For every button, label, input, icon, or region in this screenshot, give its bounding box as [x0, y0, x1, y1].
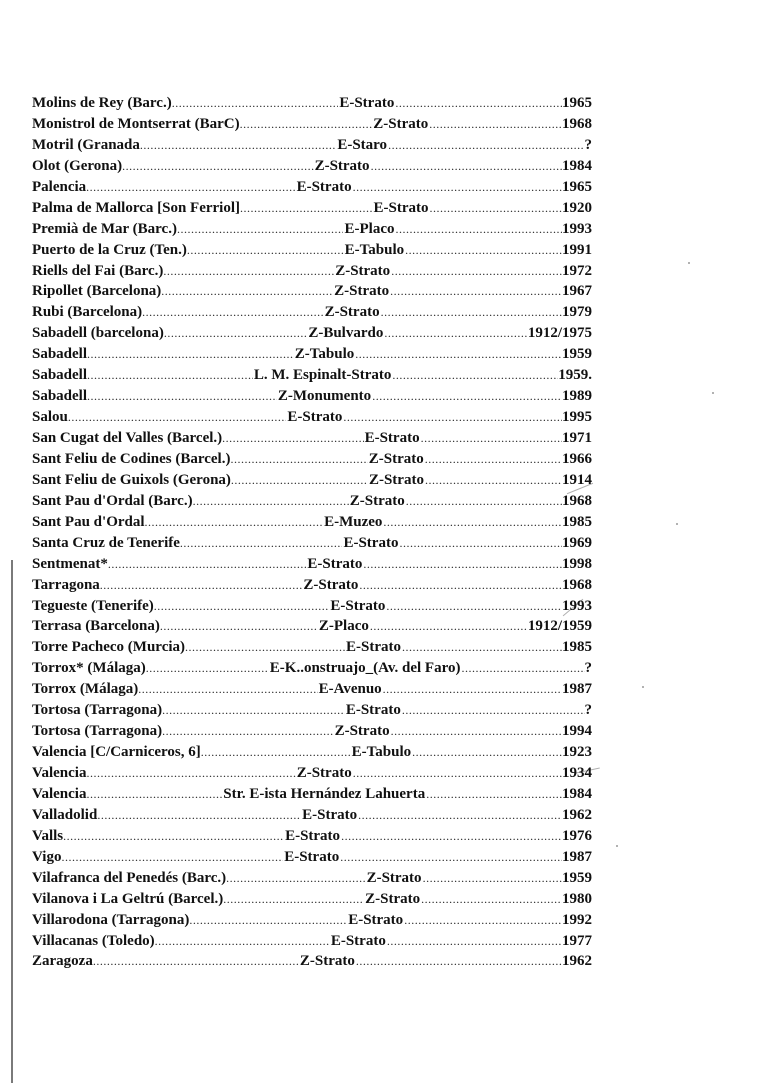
dot-leader — [395, 93, 562, 114]
dot-leader — [222, 428, 363, 449]
list-item — [32, 240, 592, 261]
list-item — [32, 407, 592, 428]
dot-leader — [384, 323, 527, 344]
dot-leader — [343, 407, 562, 428]
entry-place: Valencia — [32, 765, 87, 781]
entry-place: Vilafranca del Penedés (Barc.) — [32, 869, 227, 886]
entry-place: Palma de Mallorca [Son Ferriol] — [32, 199, 241, 216]
dot-leader — [68, 407, 287, 428]
list-item — [32, 281, 592, 302]
dot-leader — [383, 679, 562, 700]
list-item — [32, 889, 592, 910]
list-item — [32, 323, 592, 344]
entry-year: 1920 — [561, 199, 592, 216]
dot-leader — [163, 261, 334, 282]
dot-leader — [391, 721, 562, 742]
dot-leader — [423, 868, 562, 889]
entry-place: Tarragona — [32, 576, 100, 593]
list-item — [32, 931, 592, 952]
dot-leader — [421, 428, 562, 449]
entry-year: 1959 — [561, 869, 592, 886]
dot-leader — [223, 889, 364, 910]
list-item — [32, 533, 592, 554]
dot-leader — [381, 302, 562, 323]
entry-year: 1998 — [561, 555, 592, 572]
list-item — [32, 93, 592, 114]
dot-leader — [388, 135, 584, 156]
entry-type: E-Strato — [373, 199, 429, 216]
entry-type: E-Strato — [346, 639, 401, 656]
entry-place: Valladolid — [32, 806, 98, 823]
dot-leader — [371, 156, 562, 177]
dot-leader — [383, 512, 562, 533]
dot-leader — [122, 156, 313, 177]
entry-year: 1993 — [562, 220, 592, 237]
entry-year: 1987 — [562, 681, 592, 698]
entry-place: Tortosa (Tarragona) — [32, 723, 163, 740]
dot-leader — [372, 386, 562, 407]
list-item — [32, 575, 592, 596]
entry-place: Tortosa (Tarragona) — [32, 702, 163, 719]
entry-type: Z-Strato — [314, 157, 370, 174]
entry-year: 1971 — [562, 430, 592, 446]
entry-place: Santa Cruz de Tenerife — [32, 534, 180, 551]
list-item — [32, 135, 592, 156]
entry-place: Sant Pau d'Ordal — [32, 513, 145, 530]
entry-type: E-K..onstruajo_(Av. del Faro) — [269, 660, 461, 677]
dot-leader — [402, 700, 585, 721]
dot-leader — [86, 177, 295, 198]
list-item — [32, 805, 592, 826]
dot-leader — [162, 721, 333, 742]
dot-leader — [412, 742, 562, 763]
entry-place: Sant Feliu de Guixols (Gerona) — [32, 471, 231, 488]
dot-leader — [180, 533, 343, 554]
dot-leader — [162, 700, 345, 721]
entry-place: Torrox (Málaga) — [32, 681, 139, 698]
entry-year: 1914 — [562, 471, 592, 488]
dot-leader — [353, 177, 562, 198]
entry-year: 1976 — [561, 827, 592, 844]
entry-place: Salou — [32, 409, 68, 426]
dot-leader — [404, 910, 562, 931]
entry-type: E-Strato — [339, 95, 395, 111]
list-item — [32, 763, 592, 784]
dot-leader — [402, 637, 562, 658]
entry-type: Z-Bulvardo — [308, 325, 384, 342]
entry-year: 1966 — [561, 450, 592, 467]
entry-year: 1968 — [561, 576, 592, 593]
entry-type: E-Muzeo — [324, 513, 383, 530]
entry-year: 1969 — [561, 534, 592, 551]
entry-place: Sabadell — [32, 388, 88, 405]
entry-year: 1991 — [561, 241, 592, 258]
entry-place: Sabadell — [32, 346, 88, 363]
dot-leader — [177, 219, 344, 240]
entry-type: Z-Strato — [368, 471, 424, 488]
entry-place: Vigo — [32, 848, 62, 865]
entry-place: Villacanas (Toledo) — [32, 932, 155, 949]
dot-leader — [142, 302, 323, 323]
dot-leader — [353, 763, 562, 784]
binding-edge-line — [11, 560, 13, 1083]
dot-leader — [185, 637, 345, 658]
dot-leader — [226, 868, 365, 889]
list-item — [32, 910, 592, 931]
entry-place: Premià de Mar (Barc.) — [32, 220, 177, 237]
entry-place: Torre Pacheco (Murcia) — [32, 639, 186, 656]
dot-leader — [146, 658, 269, 679]
list-item — [32, 114, 592, 135]
dot-leader — [430, 198, 562, 219]
entry-year: 1979 — [562, 304, 592, 321]
list-item — [32, 156, 592, 177]
entry-place: Puerto de la Cruz (Ten.) — [32, 241, 187, 258]
entry-year: 1912/1959 — [527, 618, 592, 635]
list-item — [32, 386, 592, 407]
dot-leader — [429, 114, 562, 135]
entry-type: Z-Strato — [334, 723, 390, 740]
list-item — [32, 700, 592, 721]
list-item — [32, 637, 592, 658]
entry-place: Monistrol de Montserrat (BarC) — [32, 115, 240, 132]
entry-type: E-Strato — [296, 178, 352, 195]
entry-year: 1972 — [562, 262, 592, 279]
dot-leader — [87, 386, 277, 407]
dot-leader — [406, 491, 562, 512]
dot-leader — [363, 554, 562, 575]
entry-year: 1965 — [561, 95, 592, 111]
dot-leader — [340, 847, 562, 868]
dot-leader — [155, 931, 330, 952]
dot-leader — [231, 470, 368, 491]
entry-year: 1962 — [562, 806, 592, 823]
dot-leader — [341, 826, 562, 847]
entry-type: Z-Strato — [335, 262, 391, 279]
entry-type: E-Tabulo — [344, 241, 405, 258]
entry-place: Terrasa (Barcelona) — [32, 618, 160, 635]
entry-year: 1992 — [561, 911, 592, 928]
list-item — [32, 658, 592, 679]
entry-place: Molins de Rey (Barc.) — [32, 95, 172, 111]
list-item — [32, 177, 592, 198]
entry-type: Z-Strato — [299, 953, 355, 970]
list-item — [32, 951, 592, 972]
dot-leader — [421, 889, 562, 910]
dot-leader — [392, 365, 558, 386]
entry-place: Olot (Gerona) — [32, 157, 123, 174]
entry-year: 1984 — [562, 157, 592, 174]
entry-year: 1959 — [561, 346, 592, 363]
entry-type: E-Strato — [287, 409, 343, 426]
entry-place: Sabadell — [32, 367, 88, 384]
entry-type: Str. E-ista Hernández Lahuerta — [223, 785, 426, 802]
list-item — [32, 302, 592, 323]
entry-type: Z-Strato — [366, 869, 422, 886]
dot-leader — [172, 93, 339, 114]
entry-year: 1985 — [561, 639, 592, 656]
entry-year: 1980 — [561, 890, 592, 907]
entry-place: Torrox* (Málaga) — [32, 660, 146, 677]
list-item — [32, 742, 592, 763]
dot-leader — [386, 596, 562, 617]
list-item — [32, 616, 592, 637]
entry-year: 1987 — [561, 848, 592, 865]
dot-leader — [87, 344, 294, 365]
entry-type: E-Strato — [330, 932, 386, 949]
list-item — [32, 826, 592, 847]
dot-leader — [426, 784, 562, 805]
entry-type: E-Strato — [364, 430, 420, 446]
list-item — [32, 512, 592, 533]
list-item — [32, 491, 592, 512]
entry-type: E-Strato — [348, 911, 404, 928]
entry-type: E-Placo — [344, 220, 395, 237]
dot-leader — [97, 805, 301, 826]
entry-place: Valencia — [32, 785, 87, 802]
dot-leader — [358, 805, 562, 826]
dot-leader — [140, 135, 336, 156]
entry-type: Z-Strato — [365, 890, 421, 907]
scan-speck — [676, 523, 678, 525]
entry-year: 1923 — [562, 744, 592, 761]
entry-place: Vilanova i La Geltrú (Barcel.) — [32, 890, 224, 907]
entry-year: ? — [584, 660, 592, 677]
dot-leader — [145, 512, 324, 533]
entry-year: 1993 — [562, 597, 592, 614]
entry-type: E-Strato — [284, 848, 340, 865]
dot-leader — [193, 491, 349, 512]
entry-list — [32, 93, 592, 972]
entry-type: E-Strato — [302, 806, 358, 823]
entry-type: Z-Strato — [368, 450, 424, 467]
dot-leader — [108, 554, 307, 575]
dot-leader — [399, 533, 562, 554]
entry-year: ? — [584, 136, 592, 153]
dot-leader — [138, 679, 317, 700]
entry-year: 1912/1975 — [527, 325, 592, 342]
entry-place: Motril (Granada — [32, 136, 140, 153]
list-item — [32, 784, 592, 805]
entry-type: E-Avenuo — [318, 681, 382, 698]
dot-leader — [390, 281, 562, 302]
entry-place: San Cugat del Valles (Barcel.) — [32, 430, 223, 446]
list-item — [32, 847, 592, 868]
entry-type: E-Strato — [307, 555, 363, 572]
scan-speck — [712, 392, 714, 394]
dot-leader — [240, 114, 373, 135]
entry-place: Sabadell (barcelona) — [32, 325, 164, 342]
dot-leader — [370, 616, 528, 637]
list-item — [32, 449, 592, 470]
dot-leader — [189, 910, 347, 931]
entry-type: Z-Strato — [349, 492, 405, 509]
entry-year: 1985 — [561, 513, 592, 530]
entry-type: E-Tabulo — [351, 744, 412, 761]
list-item — [32, 344, 592, 365]
entry-type: Z-Placo — [318, 618, 369, 635]
list-item — [32, 679, 592, 700]
entry-type: Z-Strato — [324, 304, 380, 321]
dot-leader — [160, 616, 318, 637]
list-item — [32, 365, 592, 386]
dot-leader — [161, 281, 333, 302]
entry-year: 1965 — [562, 178, 592, 195]
dot-leader — [61, 847, 283, 868]
entry-type: L. M. Espinalt-Strato — [253, 367, 392, 384]
dot-leader — [86, 763, 295, 784]
dot-leader — [359, 575, 562, 596]
dot-leader — [87, 365, 253, 386]
list-item — [32, 470, 592, 491]
list-item — [32, 868, 592, 889]
dot-leader — [391, 261, 562, 282]
entry-place: Sentmenat* — [32, 555, 108, 572]
dot-leader — [425, 449, 562, 470]
scan-speck — [688, 262, 690, 264]
dot-leader — [164, 323, 307, 344]
list-item — [32, 428, 592, 449]
entry-type: Z-Strato — [334, 283, 390, 300]
entry-type: Z-Tabulo — [294, 346, 355, 363]
dot-leader — [63, 826, 284, 847]
entry-place: Sant Pau d'Ordal (Barc.) — [32, 492, 193, 509]
entry-place: Valls — [32, 827, 64, 844]
entry-type: E-Staro — [337, 136, 388, 153]
dot-leader — [240, 198, 372, 219]
entry-place: Palencia — [32, 178, 87, 195]
entry-year: 1994 — [562, 723, 592, 740]
dot-leader — [395, 219, 562, 240]
entry-place: Ripollet (Barcelona) — [32, 283, 162, 300]
entry-place: Villarodona (Tarragona) — [32, 911, 190, 928]
dot-leader — [154, 596, 330, 617]
dot-leader — [355, 344, 562, 365]
dot-leader — [201, 742, 351, 763]
entry-place: Sant Feliu de Codines (Barcel.) — [32, 450, 231, 467]
dot-leader — [405, 240, 562, 261]
entry-year: 1968 — [561, 492, 592, 509]
list-item — [32, 261, 592, 282]
entry-year: 1995 — [561, 409, 592, 426]
dot-leader — [93, 951, 299, 972]
dot-leader — [387, 931, 562, 952]
dot-leader — [100, 575, 303, 596]
entry-place: Tegueste (Tenerife) — [32, 597, 154, 614]
entry-year: 1968 — [562, 115, 592, 132]
entry-year: 1959. — [558, 367, 592, 384]
entry-type: E-Strato — [343, 534, 399, 551]
dot-leader — [461, 658, 584, 679]
entry-year: 1989 — [562, 388, 592, 405]
entry-year: ? — [584, 702, 592, 719]
entry-type: Z-Strato — [373, 115, 429, 132]
dot-leader — [425, 470, 562, 491]
dot-leader — [187, 240, 344, 261]
list-item — [32, 596, 592, 617]
entry-year: 1977 — [562, 932, 592, 949]
entry-year: 1934 — [561, 765, 592, 781]
entry-year: 1967 — [561, 283, 592, 300]
list-item — [32, 198, 592, 219]
entry-type: Z-Monumento — [277, 388, 372, 405]
list-item — [32, 554, 592, 575]
entry-year: 1984 — [562, 785, 592, 802]
scan-speck — [616, 845, 618, 847]
list-item — [32, 219, 592, 240]
list-item — [32, 721, 592, 742]
entry-type: E-Strato — [345, 702, 401, 719]
entry-place: Rubi (Barcelona) — [32, 304, 143, 321]
entry-place: Zaragoza — [32, 953, 93, 970]
scan-speck — [642, 686, 644, 688]
entry-place: Valencia [C/Carniceros, 6] — [32, 744, 201, 761]
dot-leader — [356, 951, 562, 972]
entry-type: E-Strato — [285, 827, 341, 844]
entry-year: 1962 — [561, 953, 592, 970]
entry-type: Z-Strato — [296, 765, 352, 781]
dot-leader — [86, 784, 222, 805]
entry-type: E-Strato — [330, 597, 386, 614]
entry-type: Z-Strato — [303, 576, 359, 593]
entry-place: Riells del Fai (Barc.) — [32, 262, 164, 279]
dot-leader — [230, 449, 367, 470]
